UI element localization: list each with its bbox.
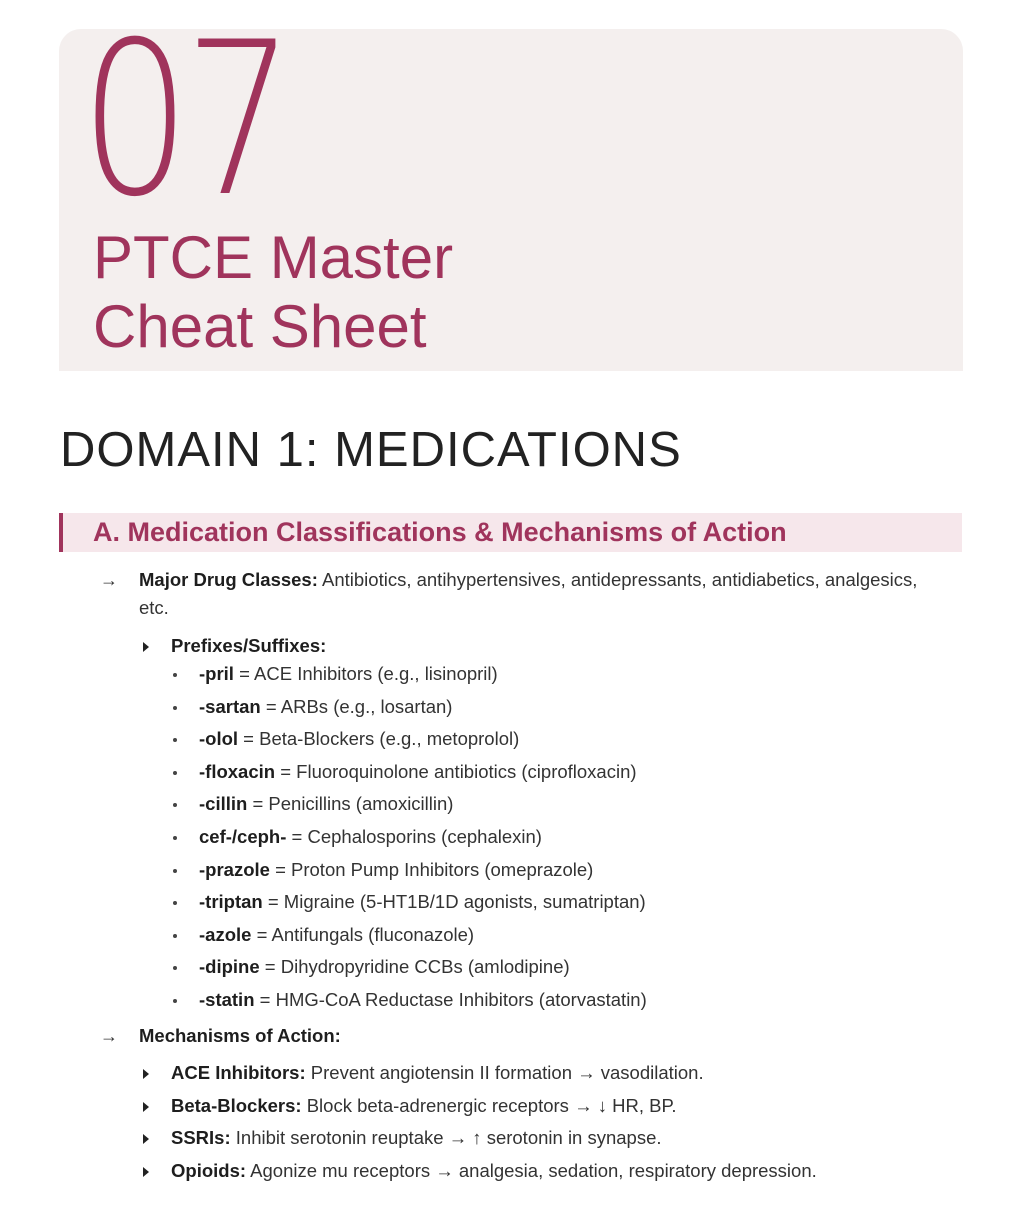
dot-bullet-icon <box>173 673 177 677</box>
arrow-right-icon: → <box>100 570 118 590</box>
mechanism-description: Inhibit serotonin reuptake → ↑ serotonin in synapse. <box>230 1127 662 1148</box>
prefix-description: = ARBs (e.g., losartan) <box>260 696 453 717</box>
dot-bullet-icon <box>173 934 177 938</box>
prefix-item <box>199 660 498 688</box>
triangle-bullet-icon <box>143 1069 149 1079</box>
major-classes-label: Major Drug Classes: <box>139 569 318 590</box>
mechanism-term: SSRIs: <box>171 1127 231 1148</box>
mechanism-item <box>171 1124 662 1152</box>
arrow-right-icon: → <box>100 1026 118 1046</box>
prefix-description: = Beta-Blockers (e.g., metoprolol) <box>238 728 520 749</box>
prefix-item <box>199 693 452 721</box>
prefix-term: -dipine <box>199 956 260 977</box>
mechanism-description: Block beta-adrenergic receptors → ↓ HR, BP. <box>301 1095 677 1116</box>
dot-bullet-icon <box>173 738 177 742</box>
triangle-bullet-icon <box>143 642 149 652</box>
prefix-item <box>199 986 647 1014</box>
chapter-number: 07 <box>80 0 289 243</box>
triangle-bullet-icon <box>143 1134 149 1144</box>
prefix-description: = Migraine (5-HT1B/1D agonists, sumatriptan) <box>262 891 646 912</box>
prefix-description: = ACE Inhibitors (e.g., lisinopril) <box>233 663 498 684</box>
page-title <box>93 223 453 361</box>
prefix-item <box>199 921 474 949</box>
prefix-term: -floxacin <box>199 761 276 782</box>
prefix-item <box>199 790 453 818</box>
prefixes-heading <box>171 632 326 660</box>
prefix-description: = Antifungals (fluconazole) <box>251 924 475 945</box>
mechanism-term: ACE Inhibitors: <box>171 1062 306 1083</box>
prefix-item <box>199 823 542 851</box>
prefix-item <box>199 725 519 753</box>
prefix-item <box>199 953 570 981</box>
dot-bullet-icon <box>173 771 177 775</box>
dot-bullet-icon <box>173 706 177 710</box>
prefix-description: = Fluoroquinolone antibiotics (ciprofloxacin) <box>275 761 637 782</box>
prefix-term: -pril <box>199 663 234 684</box>
mechanism-description: Agonize mu receptors → analgesia, sedation, respiratory depression. <box>246 1160 817 1181</box>
prefix-description: = Dihydropyridine CCBs (amlodipine) <box>259 956 570 977</box>
page-title-line2: Cheat Sheet <box>93 293 427 360</box>
prefix-description: = Cephalosporins (cephalexin) <box>286 826 542 847</box>
prefix-term: -triptan <box>199 891 263 912</box>
prefix-description: = Penicillins (amoxicillin) <box>247 793 454 814</box>
mechanisms-label: Mechanisms of Action: <box>139 1025 341 1046</box>
section-heading: A. Medication Classifications & Mechanisms of Action <box>93 517 787 547</box>
mechanisms-heading <box>139 1022 341 1050</box>
prefix-term: cef-/ceph- <box>199 826 287 847</box>
domain-heading: DOMAIN 1: MEDICATIONS <box>60 423 682 477</box>
major-classes-line2: etc. <box>139 597 169 618</box>
prefix-description: = HMG-CoA Reductase Inhibitors (atorvastatin) <box>254 989 647 1010</box>
prefix-term: -statin <box>199 989 255 1010</box>
prefix-term: -azole <box>199 924 252 945</box>
mechanism-item <box>171 1092 677 1120</box>
prefix-term: -olol <box>199 728 239 749</box>
mechanism-item <box>171 1157 817 1185</box>
mechanism-description: Prevent angiotensin II formation → vasodilation. <box>305 1062 704 1083</box>
mechanism-term: Opioids: <box>171 1160 247 1181</box>
dot-bullet-icon <box>173 901 177 905</box>
mechanism-term: Beta-Blockers: <box>171 1095 302 1116</box>
prefix-term: -cillin <box>199 793 248 814</box>
prefix-item <box>199 856 593 884</box>
prefix-term: -sartan <box>199 696 261 717</box>
dot-bullet-icon <box>173 836 177 840</box>
major-classes-line1 <box>139 566 917 594</box>
prefix-item <box>199 758 637 786</box>
major-classes-text: Antibiotics, antihypertensives, antidepressants, antidiabetics, analgesics, <box>317 569 918 590</box>
dot-bullet-icon <box>173 966 177 970</box>
dot-bullet-icon <box>173 869 177 873</box>
prefix-item <box>199 888 646 916</box>
prefixes-label: Prefixes/Suffixes: <box>171 635 327 656</box>
mechanism-item <box>171 1059 704 1087</box>
triangle-bullet-icon <box>143 1102 149 1112</box>
dot-bullet-icon <box>173 999 177 1003</box>
section-heading-bar <box>59 513 962 552</box>
dot-bullet-icon <box>173 803 177 807</box>
page-title-line1: PTCE Master <box>93 224 454 291</box>
prefix-description: = Proton Pump Inhibitors (omeprazole) <box>269 859 594 880</box>
triangle-bullet-icon <box>143 1167 149 1177</box>
prefix-term: -prazole <box>199 859 270 880</box>
